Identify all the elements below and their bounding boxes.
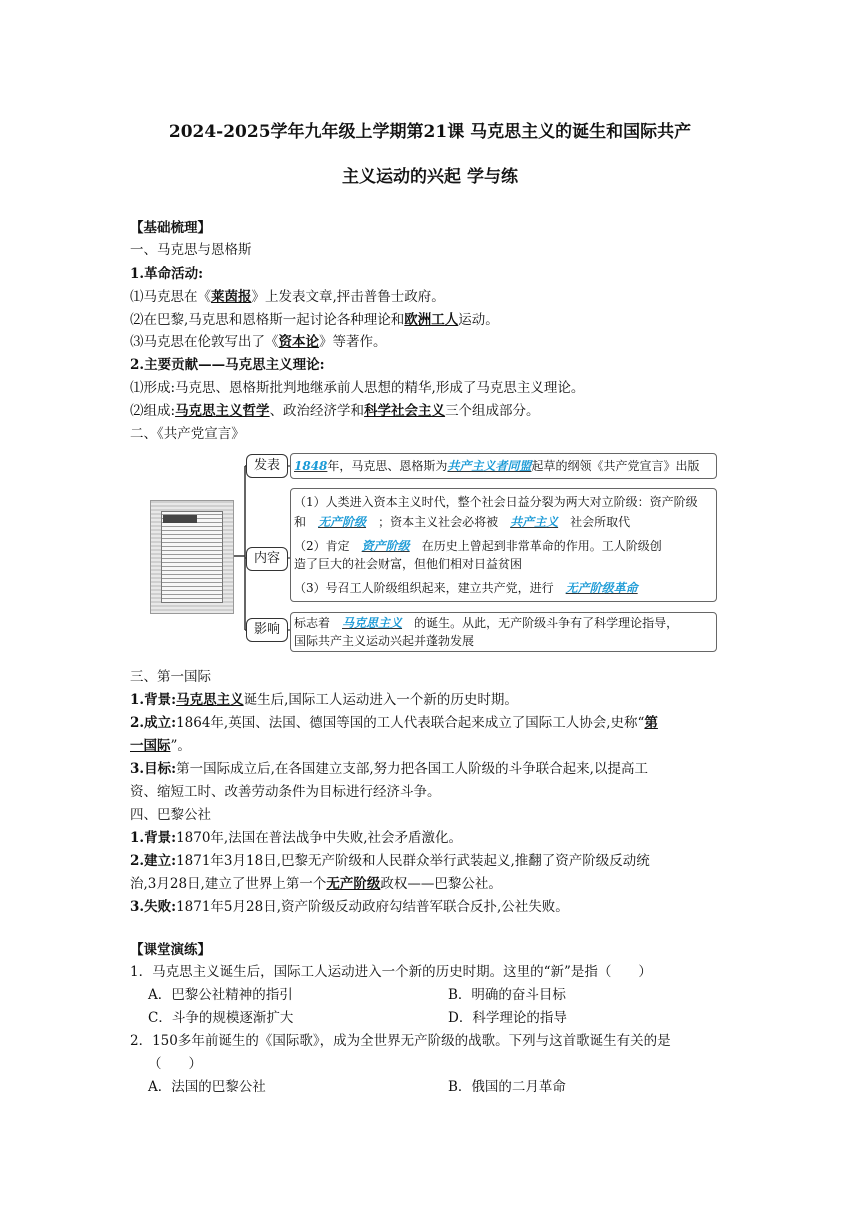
s3-point1: 1.背景:马克思主义诞生后,国际工人运动进入一个新的历史时期。 bbox=[130, 692, 518, 708]
q1-option-c[interactable]: C．斗争的规模逐渐扩大 bbox=[148, 1010, 294, 1026]
publish-text: 1848年，马克思、恩格斯为共产主义者同盟起草的纲领《共产党宣言》出版 bbox=[294, 459, 700, 473]
manifesto-book-image bbox=[150, 500, 234, 614]
fill-blank: 莱茵报 bbox=[211, 289, 252, 305]
q1-option-d[interactable]: D．科学理论的指导 bbox=[448, 1010, 567, 1026]
manifesto-diagram bbox=[140, 450, 720, 660]
impact-line2: 国际共产主义运动兴起并蓬勃发展 bbox=[294, 634, 475, 648]
fill-blank: 科学社会主义 bbox=[364, 403, 446, 419]
fill-blank: 马克思主义 bbox=[342, 616, 403, 630]
s4-point3: 3.失败:1871年5月28日,资产阶级反动政府勾结普军联合反扑,公社失败。 bbox=[130, 899, 569, 915]
fill-blank: 共产主义 bbox=[510, 515, 559, 529]
tag-publish: 发表 bbox=[246, 454, 288, 478]
content-3: （3）号召工人阶级组织起来，建立共产党，进行 无产阶级革命 bbox=[294, 581, 638, 595]
s3-point2: 2.成立:1864年,英国、法国、德国等国的工人代表联合起来成立了国际工人协会,史称“第 bbox=[130, 715, 658, 731]
content-2-line1: （2）肯定 资产阶级 在历史上曾起到非常革命的作用。工人阶级创 bbox=[294, 539, 662, 553]
s3-point3: 3.目标:第一国际成立后,在各国建立支部,努力把各国工人阶级的斗争联合起来,以提高工 bbox=[130, 761, 648, 777]
question-2-paren: （ ） bbox=[148, 1056, 202, 1072]
section4-title: 四、巴黎公社 bbox=[130, 807, 211, 823]
content-2-line2: 造了巨大的社会财富，但他们相对日益贫困 bbox=[294, 557, 523, 571]
section-heading-practice: 【课堂演练】 bbox=[130, 942, 211, 958]
s1-point2-label: 2.主要贡献——马克思主义理论: bbox=[130, 357, 325, 373]
s3-point2-cont: 一国际”。 bbox=[130, 738, 191, 754]
q1-option-b[interactable]: B．明确的奋斗目标 bbox=[448, 987, 566, 1003]
s4-point1: 1.背景:1870年,法国在普法战争中失败,社会矛盾激化。 bbox=[130, 830, 463, 846]
tag-impact: 影响 bbox=[246, 618, 288, 642]
section1-title: 一、马克思与恩格斯 bbox=[130, 242, 252, 258]
s4-point2-cont: 治,3月28日,建立了世界上第一个无产阶级政权——巴黎公社。 bbox=[130, 876, 502, 892]
fill-blank: 资产阶级 bbox=[361, 539, 410, 553]
q2-option-a[interactable]: A．法国的巴黎公社 bbox=[148, 1079, 266, 1095]
fill-blank: 马克思主义 bbox=[176, 692, 244, 708]
s1-point1-b: ⑵在巴黎,马克思和恩格斯一起讨论各种理论和欧洲工人运动。 bbox=[130, 312, 499, 328]
question-1: 1．马克思主义诞生后，国际工人运动进入一个新的历史时期。这里的“新”是指（ ） bbox=[130, 964, 652, 980]
content-1-line1: （1）人类进入资本主义时代，整个社会日益分裂为两大对立阶级：资产阶级 bbox=[294, 495, 698, 509]
q2-option-b[interactable]: B．俄国的二月革命 bbox=[448, 1079, 566, 1095]
s1-point1-a: ⑴马克思在《莱茵报》上发表文章,抨击普鲁士政府。 bbox=[130, 289, 445, 305]
section-heading-basics: 【基础梳理】 bbox=[130, 220, 211, 236]
question-2: 2．150多年前诞生的《国际歌》，成为全世界无产阶级的战歌。下列与这首歌诞生有关的是 bbox=[130, 1033, 671, 1049]
s1-point1-label: 1.革命活动: bbox=[130, 266, 204, 282]
fill-blank: 欧洲工人 bbox=[404, 312, 459, 328]
s4-point2: 2.建立:1871年3月18日,巴黎无产阶级和人民群众举行武装起义,推翻了资产阶级反动统 bbox=[130, 853, 650, 869]
fill-blank: 共产主义者同盟 bbox=[447, 459, 532, 473]
fill-blank: 1848 bbox=[294, 459, 328, 473]
fill-blank: 无产阶级 bbox=[326, 876, 381, 892]
s1-point1-c: ⑶马克思在伦敦写出了《资本论》等著作。 bbox=[130, 334, 387, 350]
tag-content: 内容 bbox=[246, 547, 288, 571]
content-1-line2: 和 无产阶级 ；资本主义社会必将被 共产主义 社会所取代 bbox=[294, 515, 631, 529]
fill-blank: 资本论 bbox=[278, 334, 319, 350]
s3-point3-cont: 资、缩短工时、改善劳动条件为目标进行经济斗争。 bbox=[130, 784, 441, 800]
s1-point2-a: ⑴形成:马克思、恩格斯批判地继承前人思想的精华,形成了马克思主义理论。 bbox=[130, 380, 585, 396]
fill-blank: 无产阶级革命 bbox=[565, 581, 638, 595]
s1-point2-b: ⑵组成:马克思主义哲学、政治经济学和科学社会主义三个组成部分。 bbox=[130, 403, 540, 419]
impact-line1: 标志着 马克思主义 的诞生。从此，无产阶级斗争有了科学理论指导， bbox=[294, 616, 679, 630]
fill-blank: 一国际 bbox=[130, 738, 171, 754]
document-title-line1: 2024-2025学年九年级上学期第21课 马克思主义的诞生和国际共产 bbox=[168, 122, 692, 142]
q1-option-a[interactable]: A．巴黎公社精神的指引 bbox=[148, 987, 293, 1003]
fill-blank: 无产阶级 bbox=[318, 515, 367, 529]
section2-title: 二、《共产党宣言》 bbox=[130, 426, 245, 442]
fill-blank: 马克思主义哲学 bbox=[175, 403, 270, 419]
document-title-line2: 主义运动的兴起 学与练 bbox=[342, 167, 518, 187]
section3-title: 三、第一国际 bbox=[130, 669, 211, 685]
fill-blank: 第 bbox=[644, 715, 658, 731]
